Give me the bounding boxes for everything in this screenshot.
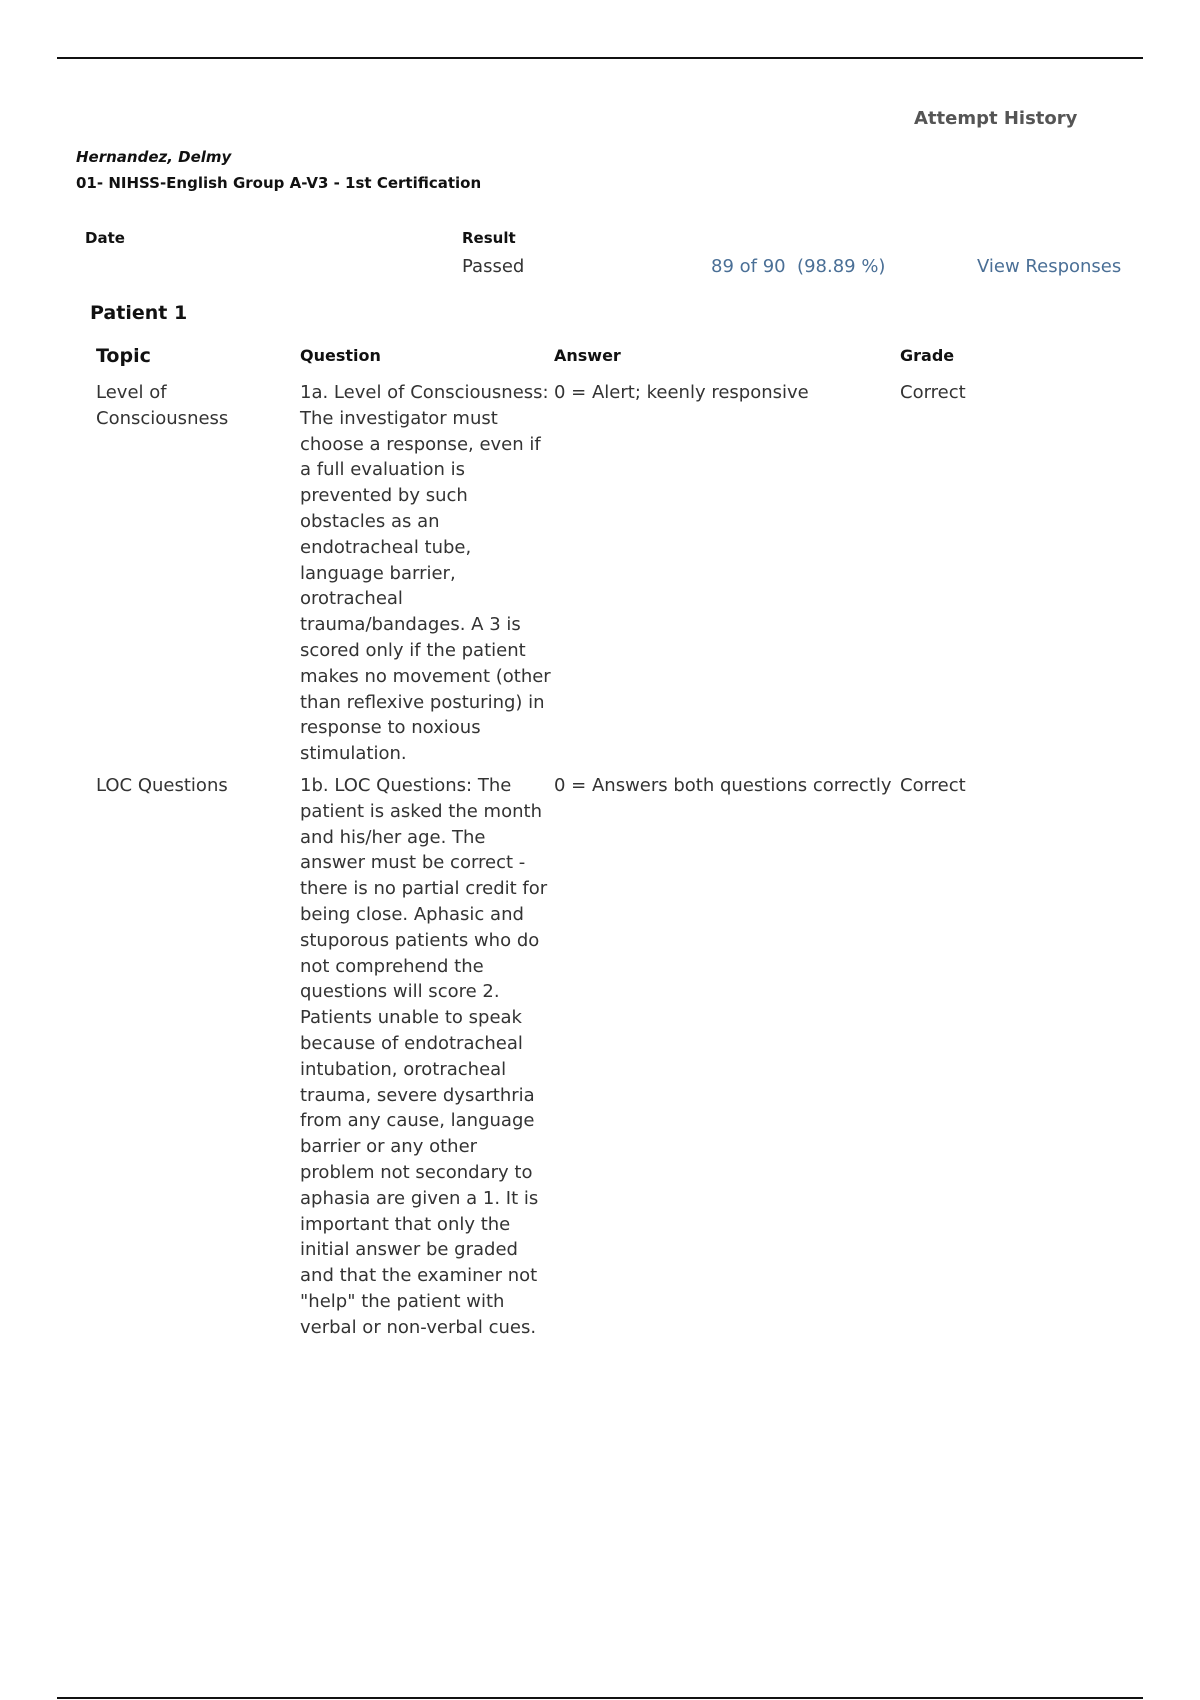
date-column-header: Date bbox=[85, 229, 125, 247]
table-row bbox=[96, 380, 1136, 767]
topic-cell: LOC Questions bbox=[96, 774, 228, 796]
view-responses-link[interactable]: View Responses bbox=[977, 256, 1122, 277]
score-value: 89 of 90 (98.89 %) bbox=[711, 256, 886, 277]
top-divider bbox=[57, 57, 1143, 59]
grade-column-header: Grade bbox=[900, 346, 955, 365]
answer-cell: 0 = Answers both questions correctly bbox=[554, 774, 892, 796]
question-cell: 1b. LOC Questions: The patient is asked the month and his/her age. The answer must be correct - there is no partial credit for being close. Aphasic and stuporous patients who do not comprehend the questions will score 2. Patients unable to speak because of endotracheal intubation, orotracheal trauma, severe dysarthria from any cause, language barrier or any other problem not secondary to aphasia are given a 1. It is important that only the initial answer be graded and that the examiner not "help" the patient with verbal or non-verbal cues. bbox=[300, 774, 548, 1338]
responses-table bbox=[96, 344, 1136, 1340]
course-title: 01- NIHSS-English Group A-V3 - 1st Certification bbox=[76, 174, 482, 192]
answer-cell: 0 = Alert; keenly responsive bbox=[554, 382, 809, 403]
table-header-row bbox=[96, 344, 1136, 380]
table-row bbox=[96, 773, 1136, 1341]
patient-section-title: Patient 1 bbox=[90, 302, 188, 324]
bottom-divider bbox=[57, 1697, 1143, 1699]
question-column-header: Question bbox=[300, 346, 381, 365]
grade-cell: Correct bbox=[900, 774, 966, 796]
topic-column-header: Topic bbox=[96, 345, 151, 367]
topic-cell: Level of Consciousness bbox=[96, 382, 229, 429]
result-value: Passed bbox=[462, 256, 525, 277]
grade-cell: Correct bbox=[900, 382, 966, 403]
page-title: Attempt History bbox=[914, 108, 1078, 129]
answer-column-header: Answer bbox=[554, 346, 621, 365]
result-column-header: Result bbox=[462, 229, 516, 247]
question-cell: 1a. Level of Consciousness: The investigator must choose a response, even if a full evaluation is prevented by such obstacles as an endotracheal tube, language barrier, orotracheal trauma/bandages. A 3 is scored only if the patient makes no movement (other than reflexive posturing) in response to noxious stimulation. bbox=[300, 382, 551, 765]
student-name: Hernandez, Delmy bbox=[76, 148, 232, 166]
